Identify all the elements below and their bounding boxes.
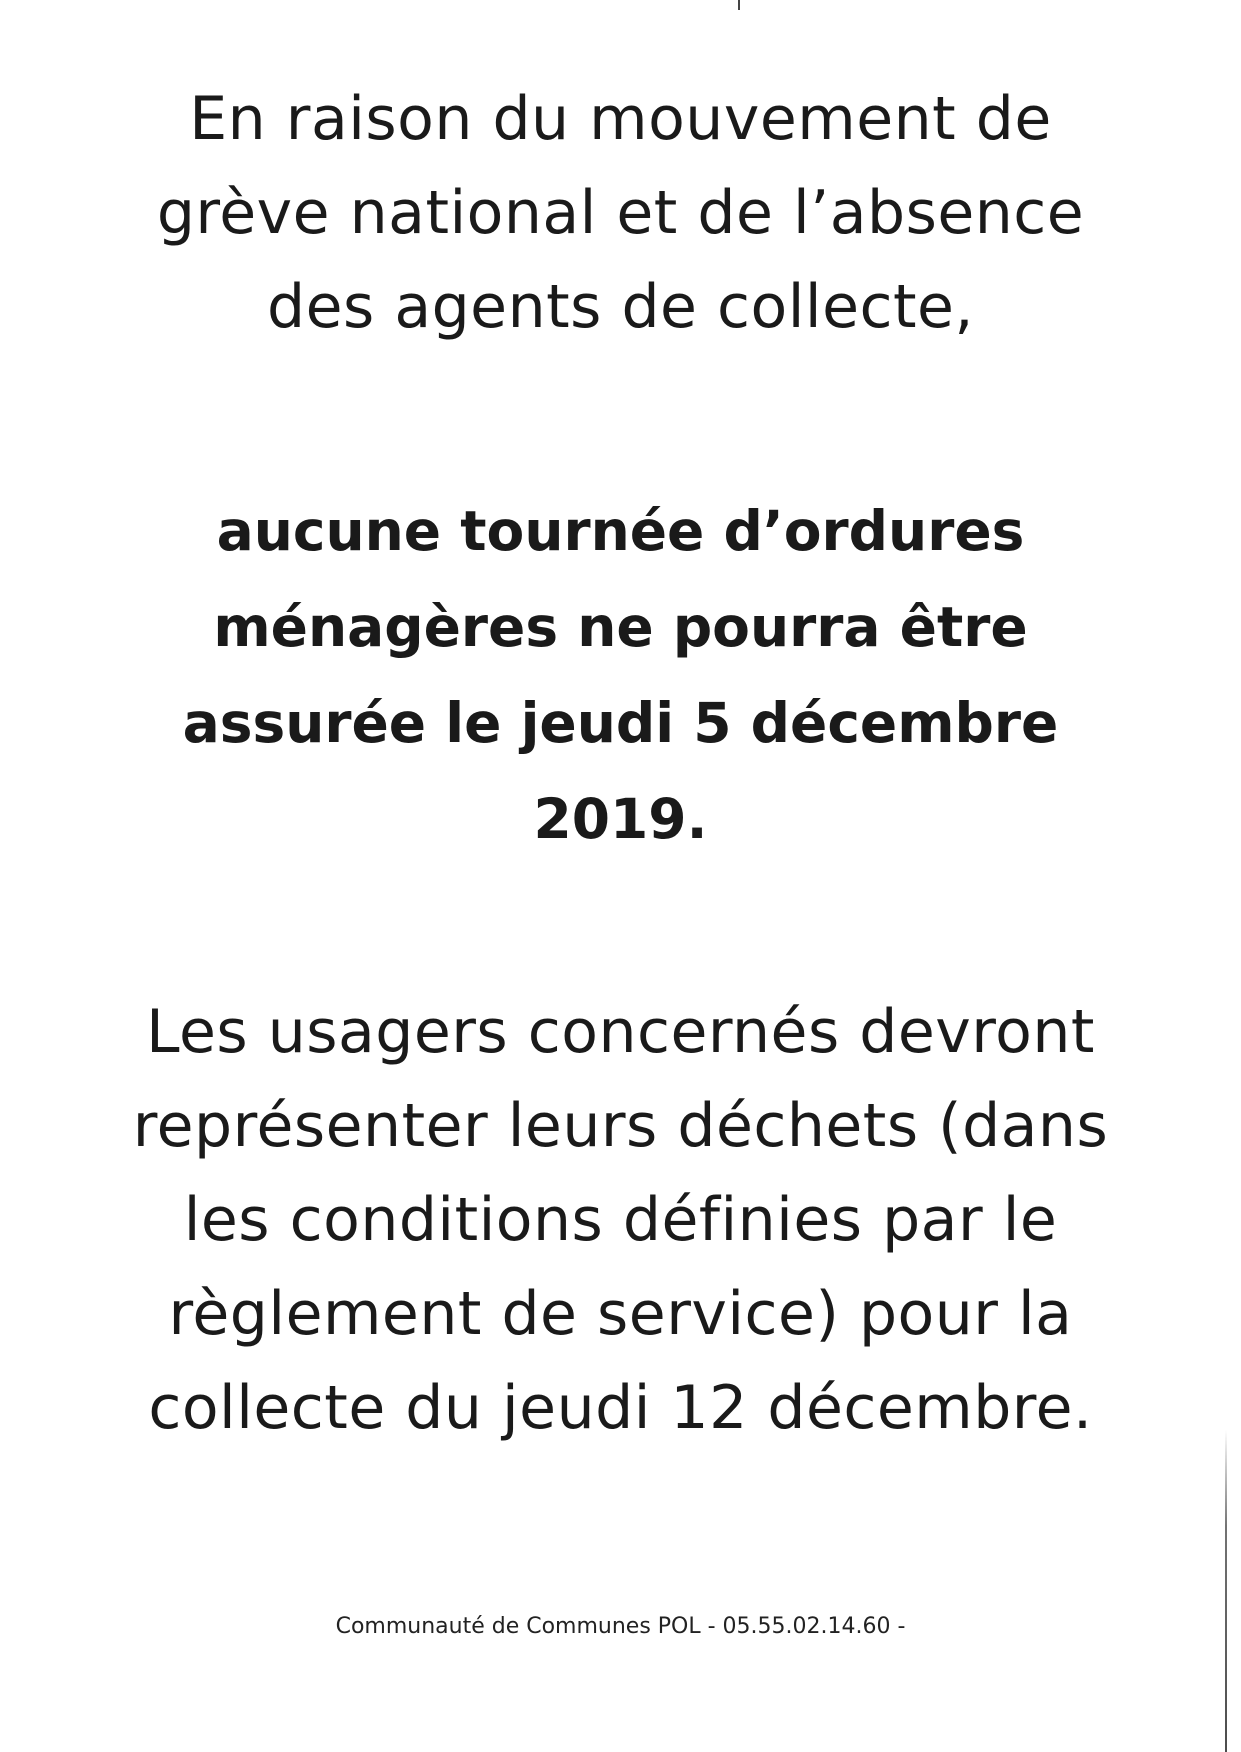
notice-line: ménagères ne pourra être bbox=[213, 595, 1028, 659]
footer-contact: Communauté de Communes POL - 05.55.02.14.60 - bbox=[335, 1614, 906, 1639]
collection-cancelled-notice bbox=[0, 483, 1241, 867]
scan-mark bbox=[738, 0, 740, 10]
instructions-line: règlement de service) pour la bbox=[168, 1279, 1073, 1349]
instructions-line: collecte du jeudi 12 décembre. bbox=[148, 1373, 1093, 1443]
intro-line: En raison du mouvement de bbox=[189, 84, 1052, 154]
intro-line: des agents de collecte, bbox=[266, 272, 974, 342]
notice-line: 2019. bbox=[533, 787, 708, 851]
intro-line: grève national et de l’absence bbox=[156, 178, 1085, 248]
notice-line: assurée le jeudi 5 décembre bbox=[182, 691, 1059, 755]
intro-paragraph bbox=[0, 72, 1241, 354]
instructions-paragraph bbox=[0, 985, 1241, 1455]
notice-line: aucune tournée d’ordures bbox=[216, 499, 1025, 563]
instructions-line: les conditions définies par le bbox=[183, 1185, 1058, 1255]
instructions-line: représenter leurs déchets (dans bbox=[132, 1091, 1109, 1161]
instructions-line: Les usagers concernés devront bbox=[146, 997, 1095, 1067]
scan-edge-line bbox=[1225, 1430, 1227, 1752]
